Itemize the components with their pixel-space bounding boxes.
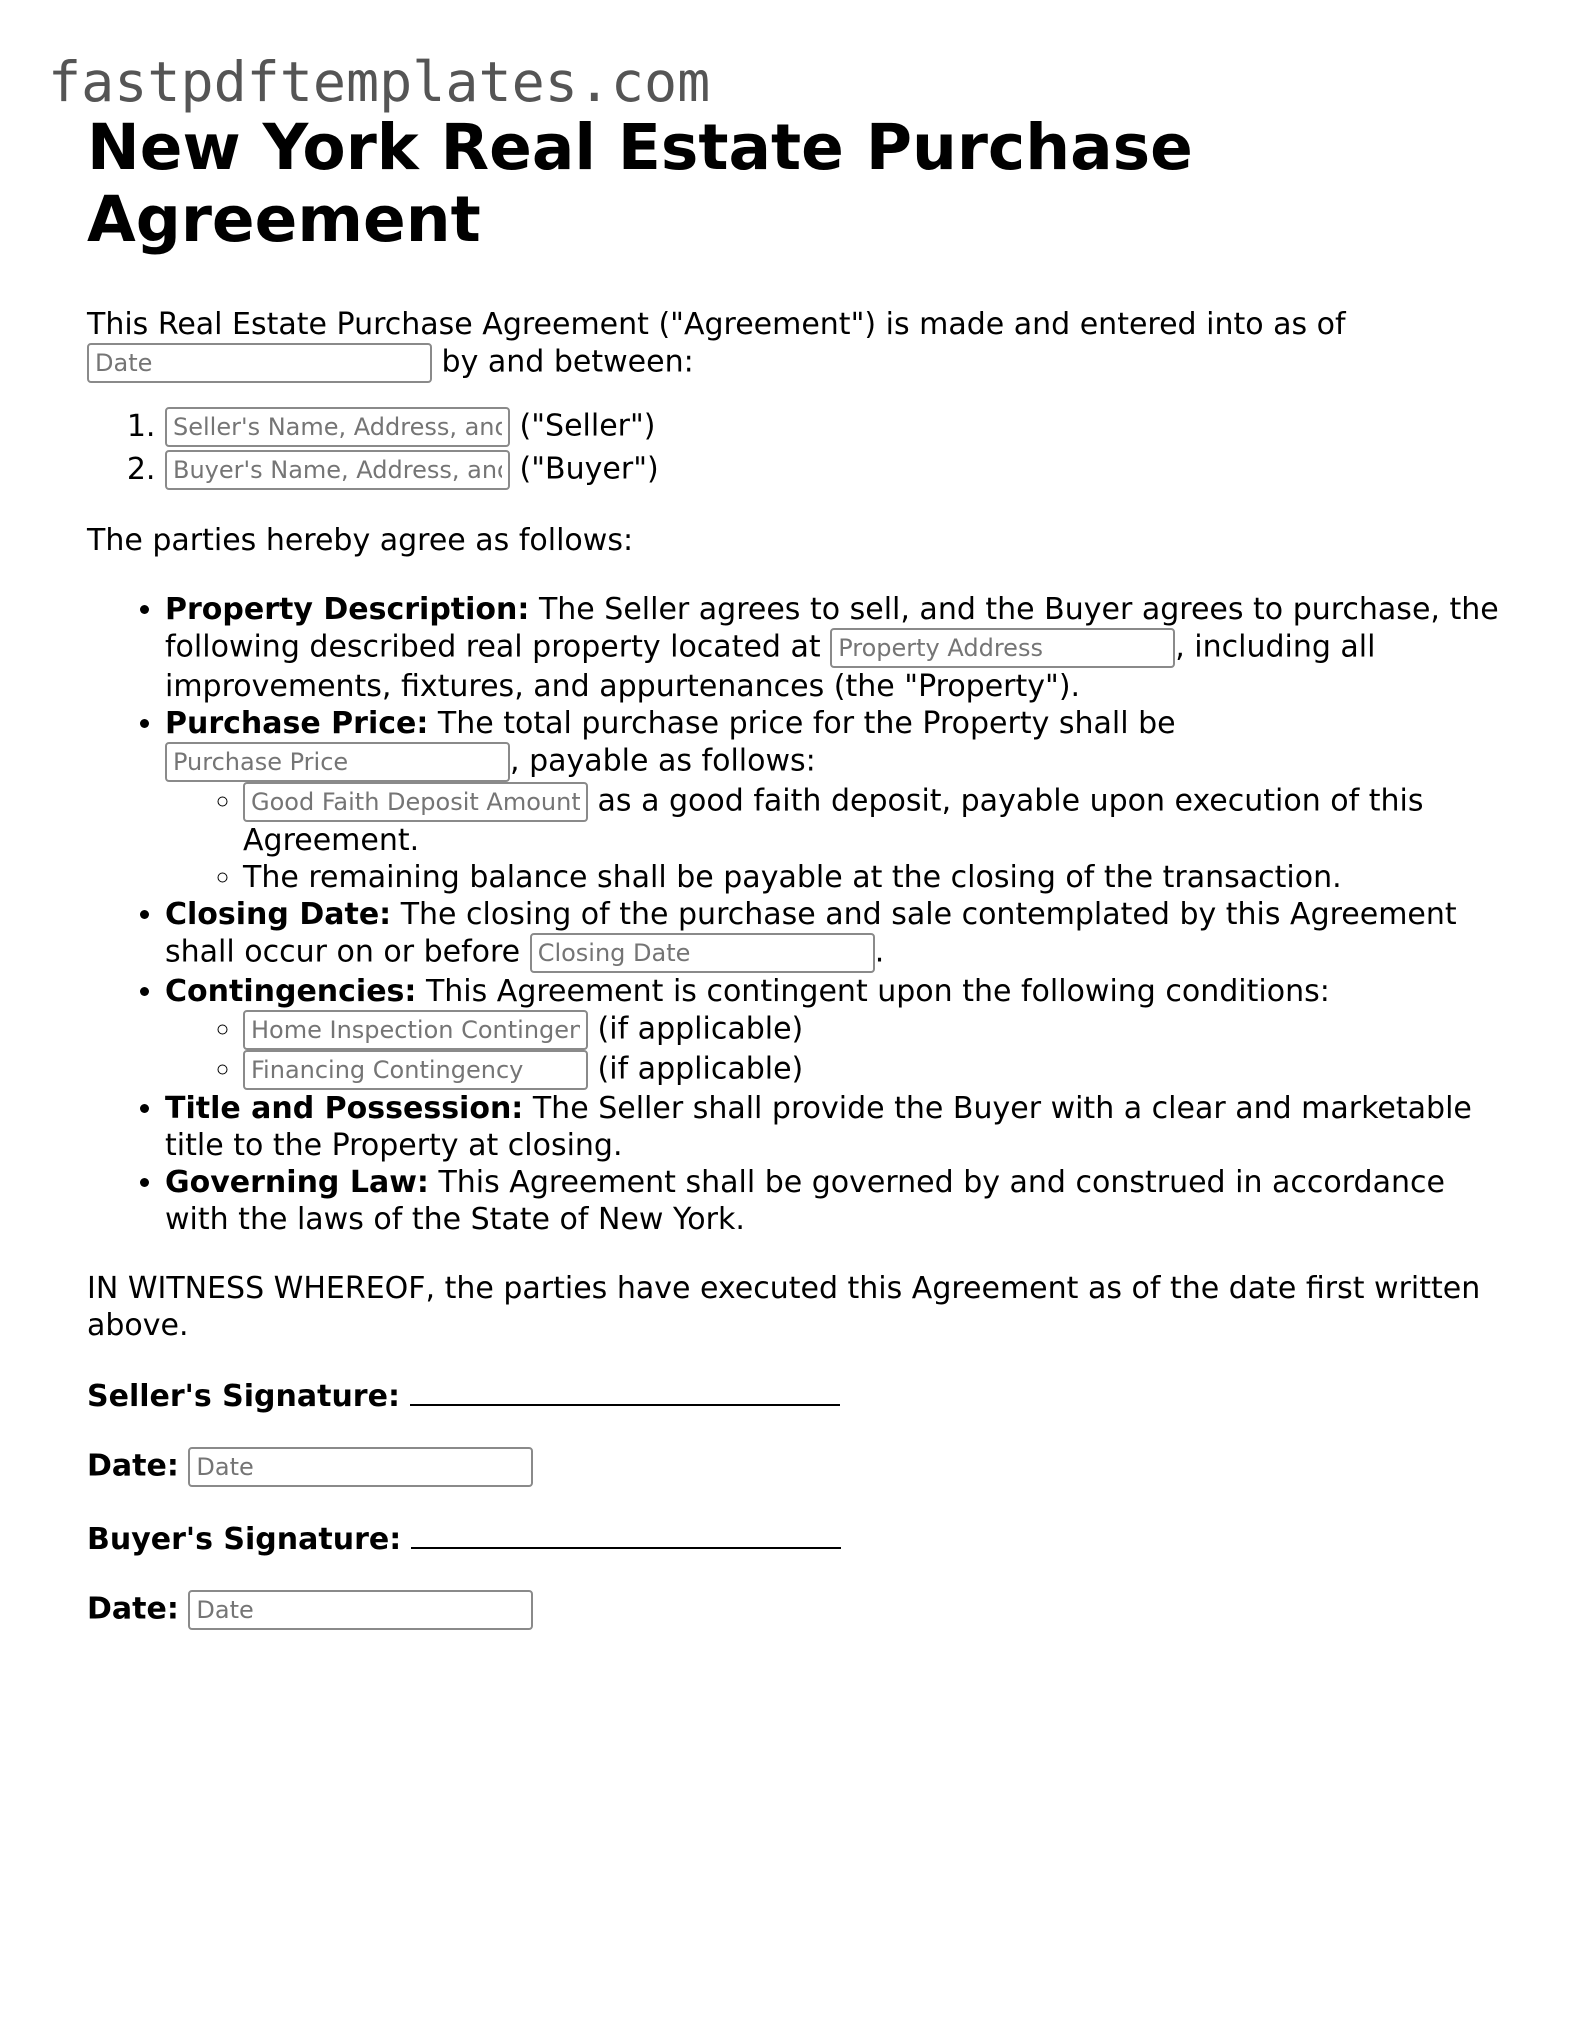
balance-text: The remaining balance shall be payable at the closing of the transaction. <box>243 860 1342 895</box>
payment-list <box>165 782 1507 896</box>
seller-signature-blank[interactable] <box>410 1376 840 1406</box>
property-address-field[interactable] <box>830 628 1175 668</box>
deposit-amount-field[interactable] <box>243 782 588 822</box>
seller-info-field[interactable] <box>165 407 510 447</box>
inspection-applicable-label: (if applicable) <box>597 1011 804 1047</box>
property-text-before: The Seller agrees to sell, and the Buyer agrees to purchase, the following described real property located at <box>165 592 1499 665</box>
party-buyer <box>165 450 1507 490</box>
inspection-contingency-field[interactable] <box>243 1010 588 1050</box>
buyer-date-label: Date: <box>87 1591 179 1627</box>
term-contingencies <box>165 973 1507 1090</box>
term-title-possession <box>165 1090 1507 1164</box>
buyer-date-field[interactable] <box>188 1590 533 1630</box>
seller-signature-line <box>87 1376 1507 1415</box>
property-heading: Property Description: <box>165 592 530 627</box>
agree-text: The parties hereby agree as follows: <box>87 523 634 558</box>
seller-date-label: Date: <box>87 1448 179 1484</box>
price-heading: Purchase Price: <box>165 706 429 741</box>
contingencies-list <box>165 1010 1507 1090</box>
closing-text-before: The closing of the purchase and sale contemplated by this Agreement shall occur on or before <box>165 897 1457 970</box>
closing-heading: Closing Date: <box>165 897 392 932</box>
contingencies-heading: Contingencies: <box>165 974 417 1009</box>
property-text-after: , including all improvements, fixtures, and appurtenances (the "Property"). <box>165 629 1376 704</box>
buyer-date-line <box>87 1590 1507 1630</box>
term-purchase-price <box>165 705 1507 896</box>
seller-date-line <box>87 1447 1507 1487</box>
contingency-inspection <box>243 1010 1507 1050</box>
payment-deposit <box>243 782 1507 859</box>
closing-date-field[interactable] <box>530 933 875 973</box>
law-text: This Agreement shall be governed by and construed in accordance with the laws of the State of New York. <box>165 1165 1445 1237</box>
financing-applicable-label: (if applicable) <box>597 1051 804 1087</box>
intro-text-after: by and between: <box>441 344 694 380</box>
financing-contingency-field[interactable] <box>243 1050 588 1090</box>
contingencies-text: This Agreement is contingent upon the following conditions: <box>425 974 1330 1009</box>
title-heading: Title and Possession: <box>165 1091 524 1126</box>
terms-list <box>87 591 1507 1238</box>
agreement-document <box>87 112 1507 1630</box>
parties-list <box>87 407 1507 490</box>
intro-text-before: This Real Estate Purchase Agreement ("Agreement") is made and entered into as of <box>87 307 1346 342</box>
party-seller <box>165 407 1507 447</box>
buyer-signature-line <box>87 1519 1507 1558</box>
intro-paragraph <box>87 306 1507 383</box>
purchase-price-field[interactable] <box>165 742 510 782</box>
buyer-signature-label: Buyer's Signature: <box>87 1522 402 1557</box>
seller-signature-label: Seller's Signature: <box>87 1379 400 1414</box>
closing-text-after: . <box>874 934 885 970</box>
seller-date-field[interactable] <box>188 1447 533 1487</box>
title-text: The Seller shall provide the Buyer with a clear and marketable title to the Property at closing. <box>165 1091 1472 1163</box>
term-closing-date <box>165 896 1507 973</box>
law-heading: Governing Law: <box>165 1165 429 1200</box>
term-property <box>165 591 1507 705</box>
buyer-signature-blank[interactable] <box>411 1519 841 1549</box>
witness-paragraph: IN WITNESS WHEREOF, the parties have executed this Agreement as of the date first written above. <box>87 1271 1481 1343</box>
buyer-info-field[interactable] <box>165 450 510 490</box>
buyer-role-label: ("Buyer") <box>519 451 659 487</box>
page-title: New York Real Estate Purchase Agreement <box>87 111 1193 256</box>
price-text-before: The total purchase price for the Property shall be <box>437 706 1176 741</box>
agreement-date-field[interactable] <box>87 343 432 383</box>
deposit-text: as a good faith deposit, payable upon execution of this Agreement. <box>243 783 1424 858</box>
term-governing-law <box>165 1164 1507 1238</box>
payment-balance <box>243 859 1507 896</box>
watermark: fastpdftemplates.com <box>48 50 711 114</box>
price-text-after: , payable as follows: <box>510 743 816 779</box>
contingency-financing <box>243 1050 1507 1090</box>
seller-role-label: ("Seller") <box>519 408 656 444</box>
